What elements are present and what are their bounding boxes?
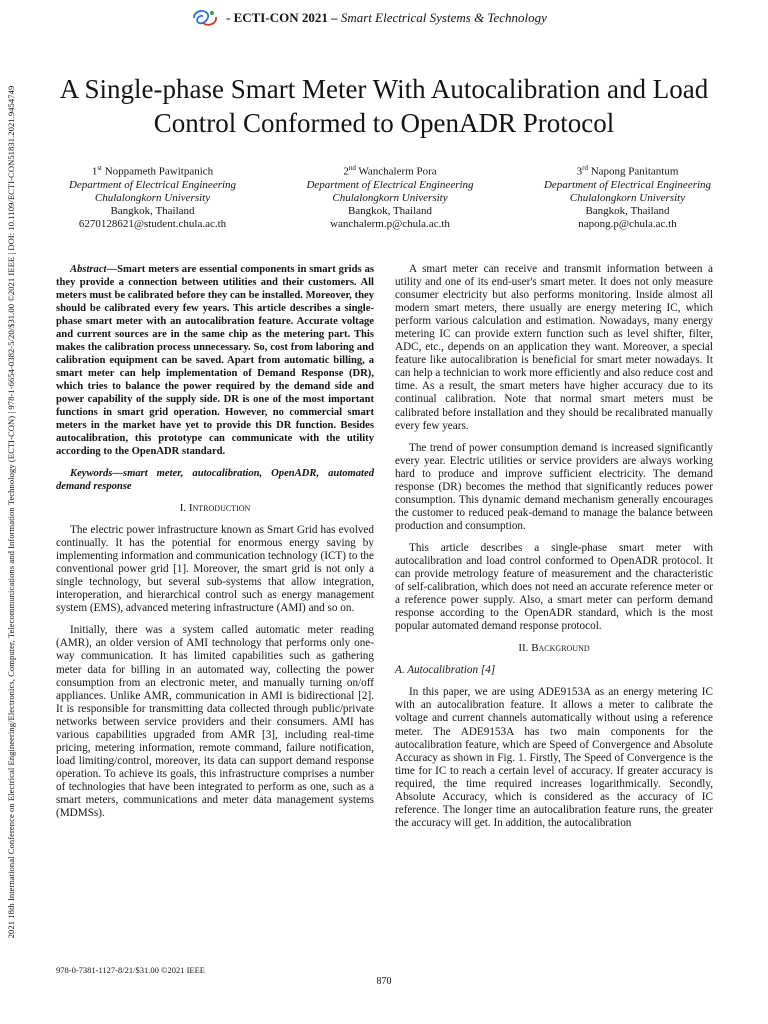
section-heading-background: II. Background — [518, 642, 590, 655]
paper-title: A Single-phase Smart Meter With Autocalibration and Load Control Conformed to OpenADR Protocol — [59, 74, 709, 138]
author-university: Chulalongkorn University — [569, 191, 686, 204]
paragraph: This article describes a single-phase smart meter with autocalibration and load control conformed to OpenADR protocol. It can provide metrology feature of measurement and the characteristic of self-calibration, which does not need an accurate reference meter or a reference power supply. Also, a smart meter can perform demand response according to the OpenADR standard, which is the most popular automated demand response protocol. — [395, 541, 713, 633]
author-email: napong.p@chula.ac.th — [578, 217, 677, 230]
abstract-text: —Smart meters are essential components in smart grids as they provide a connection between utilities and their customers. All meters must be calibrated before they can be installed. Moreover, they should be calibrated every few years. This article describes a single-phase smart meter with an autocalibration feature. Accurate voltage and current sources are in the same chip as the metering part. This makes the calibration process unnecessary. So, cost from laboring and calibration equipment can be saved. Apart from automatic billing, a smart meter can help implementation of Demand Response (DR), which tries to balance the power required by the demand side and power capability of the supply side. DR is one of the most important functions in smart grid operation. However, no commercial smart meters in the market have yet to provide this DR function. Besides autocalibration, this prototype can communicate with the utility according to the OpenADR standard. — [56, 264, 374, 457]
section-heading-introduction: I. Introduction — [179, 502, 251, 514]
author-name: Napong Panitantum — [590, 165, 679, 178]
paragraph: Initially, there was a system called automatic meter reading (AMR), an older version of AMI technology that performs only one-way communication. It has limited capabilities such as gathering meter data for billing in an automated way, collecting the power consumption from an electronic meter, and manually turning on/off appliances. Unlike AMR, communication in AMI is bidirectional [2]. It is responsible for transmitting data collected through public/private networks between service providers and their consumers. AMI has various capabilities upgraded from AMR [3], including real-time pricing, metering information, remote command, failure notification, load limiting/control, moreover, its data can support demand response operation. To achieve its goals, this infrastructure comprises a number of technologies that have been integrated to perform as one, such as a smart meters, communications and meter data management systems (MDMSs). — [56, 624, 374, 820]
author-name: Wanchalerm Pora — [358, 165, 437, 178]
sidebar-citation: 2021 18th International Conference on Electrical Engineering/Electronics, Computer, Telecommunications and Information Technology (ECTI-CON) | 978-1-6654-0382-5/20/$31.00 ©2021 IEEE | DOI: 10.1109/ECTI-CON51831.2021.9454749 — [6, 85, 16, 939]
abstract-label: Abstract — [70, 264, 107, 275]
author-department: Department of Electrical Engineering — [543, 178, 712, 191]
conference-subtitle: Smart Electrical Systems & Technology — [340, 10, 547, 25]
doi-sidebar — [0, 0, 22, 1024]
author-email: wanchalerm.p@chula.ac.th — [330, 217, 450, 230]
author-3: 3rd Napong Panitantum Department of Electrical Engineering Chulalongkorn University Bangkok, Thailand napong.p@chula.ac.th — [515, 162, 740, 231]
page-number: 870 — [376, 976, 392, 987]
paragraph: The trend of power consumption demand is increased significantly every year. Electric utilities or service providers are always working hard to produce and improve sufficient electricity. The demand response (DR) becomes the method that significantly reduces power consumption. This dynamic demand mechanism generally encourages the customer to reduced peak-demand to manage the balance between production and consumption. — [395, 441, 713, 532]
author-university: Chulalongkorn University — [332, 191, 448, 204]
author-city: Bangkok, Thailand — [347, 204, 433, 217]
author-block — [40, 162, 740, 231]
author-city: Bangkok, Thailand — [110, 204, 195, 217]
conference-name: - ECTI-CON 2021 – — [226, 10, 338, 25]
paragraph: In this paper, we are using ADE9153A as an energy metering IC with an autocalibration feature. It allows a meter to calibrate the voltage and current channels automatically without using a reference meter. The ADE9153A has two main components for the autocalibration feature, which are Speed of Convergence and Absolute Accuracy as shown in Fig. 1. Firstly, The Speed of Convergence is the time for IC to reach a certain level of accuracy. If greater accuracy is required, the time required increases logarithmically. Secondly, Absolute Accuracy, which is considered as the accuracy of IC reference. The longer time an autocalibration feature runs, the greater the accuracy will get. In addition, the autocalibration — [395, 686, 713, 829]
author-name: Noppameth Pawitpanich — [104, 165, 214, 178]
ecti-logo-icon — [190, 7, 220, 29]
right-column — [395, 263, 713, 839]
author-city: Bangkok, Thailand — [585, 204, 670, 217]
subsection-heading-autocalibration: A. Autocalibration [4] — [395, 664, 496, 677]
abstract — [56, 263, 374, 458]
keywords: Keywords—smart meter, autocalibration, OpenADR, automated demand response — [56, 468, 374, 492]
author-2: 2nd Wanchalerm Pora Department of Electrical Engineering Chulalongkorn University Bangkok, Thailand wanchalerm.p@chula.ac.th — [278, 162, 503, 231]
author-email: 6270128621@student.chula.ac.th — [78, 217, 227, 230]
conference-header — [190, 7, 710, 29]
copyright-footer: 978-0-7381-1127-8/21/$31.00 ©2021 IEEE — [56, 965, 205, 975]
author-university: Chulalongkorn University — [94, 191, 211, 204]
author-department: Department of Electrical Engineering — [68, 178, 237, 191]
paragraph: A smart meter can receive and transmit information between a utility and one of its end-user's smart meter. It does not only measure consumer electricity but also performs monitoring. Inside almost all modern smart meters, there usually are energy metering IC, which perform various calculation and estimation. Nowadays, many energy metering IC can provide extern function such as level shifter, filter, ADC, etc., depends on an application they want. Moreover, a special feature like autocalibration is beneficial for smart meter nowadays. It can help a technician to work more efficiently and also reduce cost and time. As a result, the smart meters have higher accuracy due to its continual calibration. Note that normal smart meters must be calibrated before installation and they should be recalibrated manually every few years. — [395, 263, 713, 432]
left-column — [56, 263, 374, 829]
author-department: Department of Electrical Engineering — [306, 178, 474, 191]
author-1: 1st Noppameth Pawitpanich Department of Electrical Engineering Chulalongkorn University Bangkok, Thailand 6270128621@student.chula.ac.th — [40, 162, 265, 231]
paragraph: The electric power infrastructure known as Smart Grid has evolved continually. It has the potential for enormous energy saving by implementing information and communication technology (ICT) to the conventional power grid [1]. Moreover, the smart grid is not only a single technology, but several sub-systems that allow integration, interoperation, and hierarchical control such as energy management system (EMS), advanced metering infrastructure (AMI) and so on. — [56, 524, 374, 615]
